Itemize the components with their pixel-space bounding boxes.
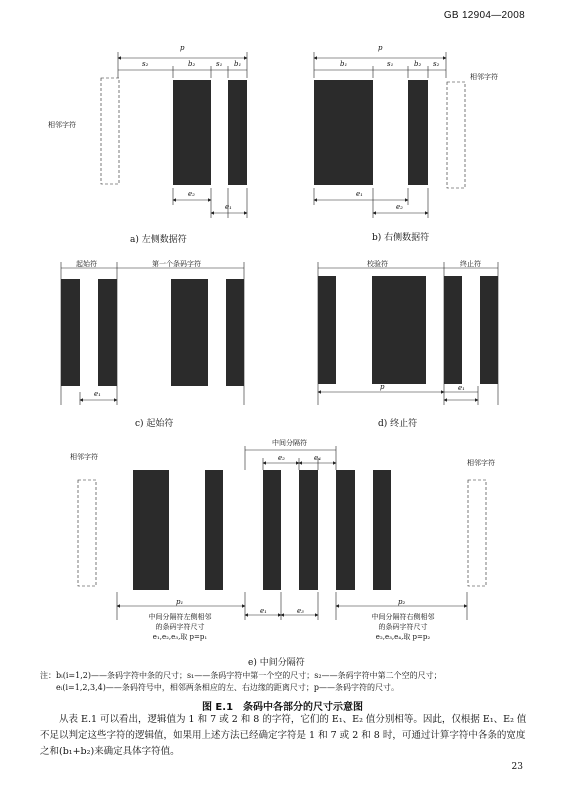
dim-label: e₁ <box>225 203 232 211</box>
dim-label: b₁ <box>234 60 242 68</box>
standard-code: GB 12904—2008 <box>443 10 525 21</box>
panel-caption: e) 中间分隔符 <box>248 658 305 668</box>
bar-b2 <box>408 80 428 185</box>
dim-label: p <box>180 44 185 52</box>
adjacent-char-label: 相邻字符 <box>467 459 495 467</box>
bar-b2 <box>173 80 211 185</box>
dim-label: e₃ <box>297 607 304 615</box>
panel-caption: a) 左侧数据符 <box>130 235 187 245</box>
dim-label: e₁ <box>94 390 101 398</box>
bar-b1 <box>314 80 373 185</box>
adjacent-char-label: 相邻字符 <box>48 121 76 129</box>
adjacent-char-label: 相邻字符 <box>70 453 98 461</box>
right-adjacent-note: 中间分隔符右侧相邻 的条码字符尺寸 e₂,e₃,e₄,取 p=p₂ <box>371 613 435 641</box>
adjacent-char-label: 相邻字符 <box>470 73 498 81</box>
dim-label: p <box>380 383 385 391</box>
dim-label: s₁ <box>387 60 394 68</box>
stop-char-label: 终止符 <box>460 260 481 268</box>
start-char-label: 起始符 <box>76 260 97 268</box>
dim-label: e₁ <box>356 190 363 198</box>
dim-label: e₁ <box>458 384 465 392</box>
check-char-label: 校验符 <box>367 260 388 268</box>
dim-label: s₂ <box>142 60 149 68</box>
dim-label: s₂ <box>433 60 440 68</box>
panel-caption: c) 起始符 <box>135 419 174 429</box>
dim-label: b₂ <box>188 60 196 68</box>
dim-label: e₄ <box>314 454 321 462</box>
dim-label: p <box>378 44 383 52</box>
left-adjacent-note: 中间分隔符左侧相邻 的条码字符尺寸 e₁,e₂,e₃,取 p=p₁ <box>148 613 212 641</box>
body-paragraph: 从表 E.1 可以看出，逻辑值为 1 和 7 或 2 和 8 的字符，它们的 E₁、E₂ 值分别相等。因此，仅根据 E₁、E₂ 值不足以判定这些字符的逻辑值，如果用上述方法已经确定字符是 1 和 7 或 2 和 8 时，可通过计算字符中各条的宽度之和(b₁+b₂)来确定具体字符值。 <box>40 714 527 757</box>
note-line: 注：bᵢ(i=1,2)——条码字符中条的尺寸；s₁——条码字符中第一个空的尺寸；s₂——条码字符中第二个空的尺寸； <box>40 671 442 680</box>
panel-caption: b) 右侧数据符 <box>372 233 430 243</box>
dim-label: e₁ <box>260 607 267 615</box>
dim-label: s₁ <box>216 60 223 68</box>
bar-b1 <box>228 80 247 185</box>
page-number: 23 <box>511 762 523 772</box>
note-line: eᵢ(i=1,2,3,4)——条码符号中，相邻两条相应的左、右边缘的距离尺寸；p——条码字符的尺寸。 <box>56 683 399 692</box>
dim-label: p₁ <box>176 598 184 606</box>
dim-label: e₂ <box>278 454 285 462</box>
dim-label: b₂ <box>414 60 422 68</box>
dim-label: e₂ <box>396 203 403 211</box>
panel-caption: d) 终止符 <box>378 419 418 429</box>
dim-label: b₁ <box>340 60 348 68</box>
center-guard-label: 中间分隔符 <box>272 439 307 447</box>
adjacent-char-box <box>101 78 119 184</box>
figure-title: 图 E.1 条码中各部分的尺寸示意图 <box>201 702 364 713</box>
figure-notes <box>40 670 540 694</box>
dim-label: p₂ <box>398 598 406 606</box>
dim-label: e₂ <box>188 190 195 198</box>
first-char-label: 第一个条码字符 <box>152 260 201 268</box>
